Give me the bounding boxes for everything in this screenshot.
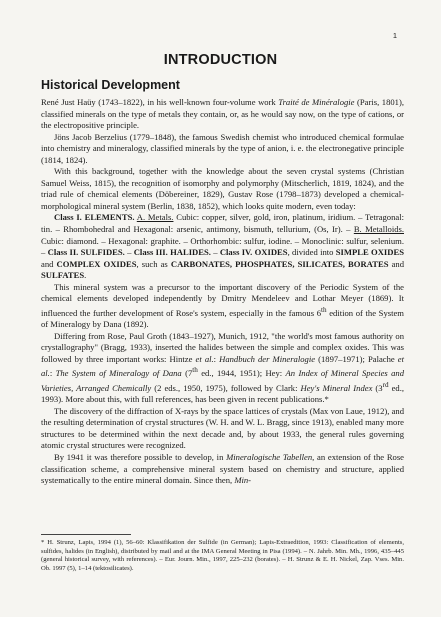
text-run: , an extension of the Rose classification scheme, a comprehensive mineral system based on chemistry and structure, applied systematically to the entire mineral domain. Since then,	[41, 451, 405, 486]
paragraph-rose	[41, 166, 404, 212]
bold-term: SULFATES	[41, 270, 85, 281]
bold-term: COMPLEX OXIDES	[56, 258, 137, 269]
class-label: Class IV. OXIDES	[219, 247, 288, 258]
book-title: Min-	[234, 475, 252, 486]
class-label: Class II. SULFIDES.	[47, 247, 125, 258]
italic-term: et al.	[195, 353, 214, 364]
book-title: Mineralogische Tabellen	[226, 451, 313, 462]
subclass-label: B. Metalloids.	[353, 224, 404, 235]
superscript: th	[321, 305, 327, 314]
bold-term: SIMPLE OXIDES	[335, 247, 404, 258]
footnote-divider	[41, 534, 131, 535]
book-title: An Index of Mineral Species and Varieties, Arranged Chemically	[41, 368, 404, 393]
paragraph-berzelius: Jöns Jacob Berzelius (1779–1848), the famous Swedish chemist who introduced chemical formulae into chemistry and mineralogy, classified minerals by the type of anion, i. e. the electronegative principle (1814, 1824).	[41, 131, 404, 165]
book-title: Hey's Mineral Index	[300, 382, 373, 393]
text-run: and	[41, 258, 57, 269]
text-run: , such as	[136, 258, 171, 269]
text-run: edition of the System of Mineralogy by Dana (1892).	[41, 307, 404, 330]
text-run: (3	[372, 382, 383, 393]
text-run: :	[49, 368, 56, 379]
text-run: –	[124, 247, 134, 258]
body-text	[41, 97, 404, 487]
paragraph-tables	[41, 452, 404, 487]
text-run: With this background, together with the knowledge about the seven crystal systems (Christian Samuel Weiss, 1815), the recognition of isomorphy and polymorphy (Mitscherlich, 1819, 1824), and the triad rule of chemical elements (Döbereiner, 1829), Gustav Rose (1798–1873) developed a chemical-morphological mineral system (Berlin, 1838, 1852), which looks quite modern, even today:	[41, 166, 404, 211]
text-run: –	[210, 247, 220, 258]
text-run: (7	[181, 368, 193, 379]
subclass-label: A. Metals.	[136, 212, 174, 223]
paragraph-rose-classes	[41, 212, 404, 281]
paragraph-xray: The discovery of the diffraction of X-rays by the space lattices of crystals (Max von Laue, 1912), and the resulting determination of crystal structures (W. H. and W. L. Bragg, since 1913), enabled many more structures to be determined within the next decade and, by about 1933, the general rules governing atomic crystal structures were recognized.	[41, 405, 404, 451]
text-run: ed., 1993). More about this, with full references, has been given in recent publications.*	[41, 382, 405, 405]
text-run: (Paris, 1801), classified minerals on the type of metals they contain, or, as he would say now, on the type of cations, or the electropositive principle.	[41, 97, 404, 131]
footnote: * H. Strunz, Lapis, 1994 (1), 56–60: Klassifikation der Sulfide (in German); Lapis-Extraedition, 1993: Classification of elements, sulfides, halides (in English), distributed by mail and at the IMA General Meeting in Pisa (1994). – N. Jahrb. Min. Mh., 1996, 435–445 (general historical survey, with references). – Eur. Journ. Min., 1997, 225–232 (borates). – H. Strunz & E. H. Nickel, Zap. Vses. Min. Ob. 1997 (5), 1–14 (tektosilicates).	[41, 539, 404, 572]
class-label: Class III. HALIDES.	[133, 247, 211, 258]
text-run: Cubic: copper, silver, gold, iron, platinum, iridium. – Tetragonal: tin. – Rhombohedral and Hexagonal: arsenic, antimony, bismuth, tellurium, (Os, Ir). –	[41, 212, 404, 235]
italic-term: et al.	[41, 353, 404, 379]
bold-term: CARBONATES, PHOSPHATES, SILICATES, BORATES	[170, 258, 389, 269]
text-run: By 1941 it was therefore possible to develop, in	[54, 451, 227, 462]
text-run: (2 eds., 1950, 1975), followed by Clark:	[151, 382, 301, 393]
paragraph-groth	[41, 331, 404, 406]
text-run: Cubic: diamond. – Hexagonal: graphite. – Orthorhombic: sulfur, iodine. – Monoclinic: sulfur, selenium. –	[41, 235, 404, 258]
text-run: , divided into	[287, 247, 336, 258]
superscript: th	[192, 366, 198, 375]
paragraph-hauy	[41, 97, 404, 132]
superscript: rd	[382, 380, 389, 389]
text-run: :	[213, 353, 220, 364]
book-title: Traité de Minéralogie	[278, 97, 355, 107]
text-run: Differing from Rose, Paul Groth (1843–1927), Munich, 1912, "the world's most famous authority on crystallography" (Bragg, 1933), inserted the halides between the simple and complex oxides. This was followed by three important works: Hintze	[41, 330, 404, 364]
text-run: .	[84, 270, 87, 281]
text-run: This mineral system was a precursor to the important discovery of the Periodic System of the chemical elements developed independently by Dmitry Mendeleev and Lothar Meyer (1869). It influenced the further development of Rose's system, especially in the famous 6	[41, 281, 404, 318]
class-label: Class I. ELEMENTS.	[54, 212, 135, 223]
text-run: René Just Haüy (1743–1822), in his well-known four-volume work	[41, 97, 279, 107]
page-title: INTRODUCTION	[163, 52, 278, 68]
page-number: 1	[392, 31, 397, 40]
paragraph-periodic	[41, 282, 404, 331]
text-run: (1897–1971); Palache	[315, 353, 398, 364]
book-title: The System of Mineralogy of Dana	[55, 368, 182, 379]
text-run: ed., 1944, 1951); Hey:	[197, 368, 286, 379]
section-heading: Historical Development	[41, 78, 180, 92]
book-title: Handbuch der Mineralogie	[219, 353, 316, 364]
text-run: and	[388, 258, 404, 269]
